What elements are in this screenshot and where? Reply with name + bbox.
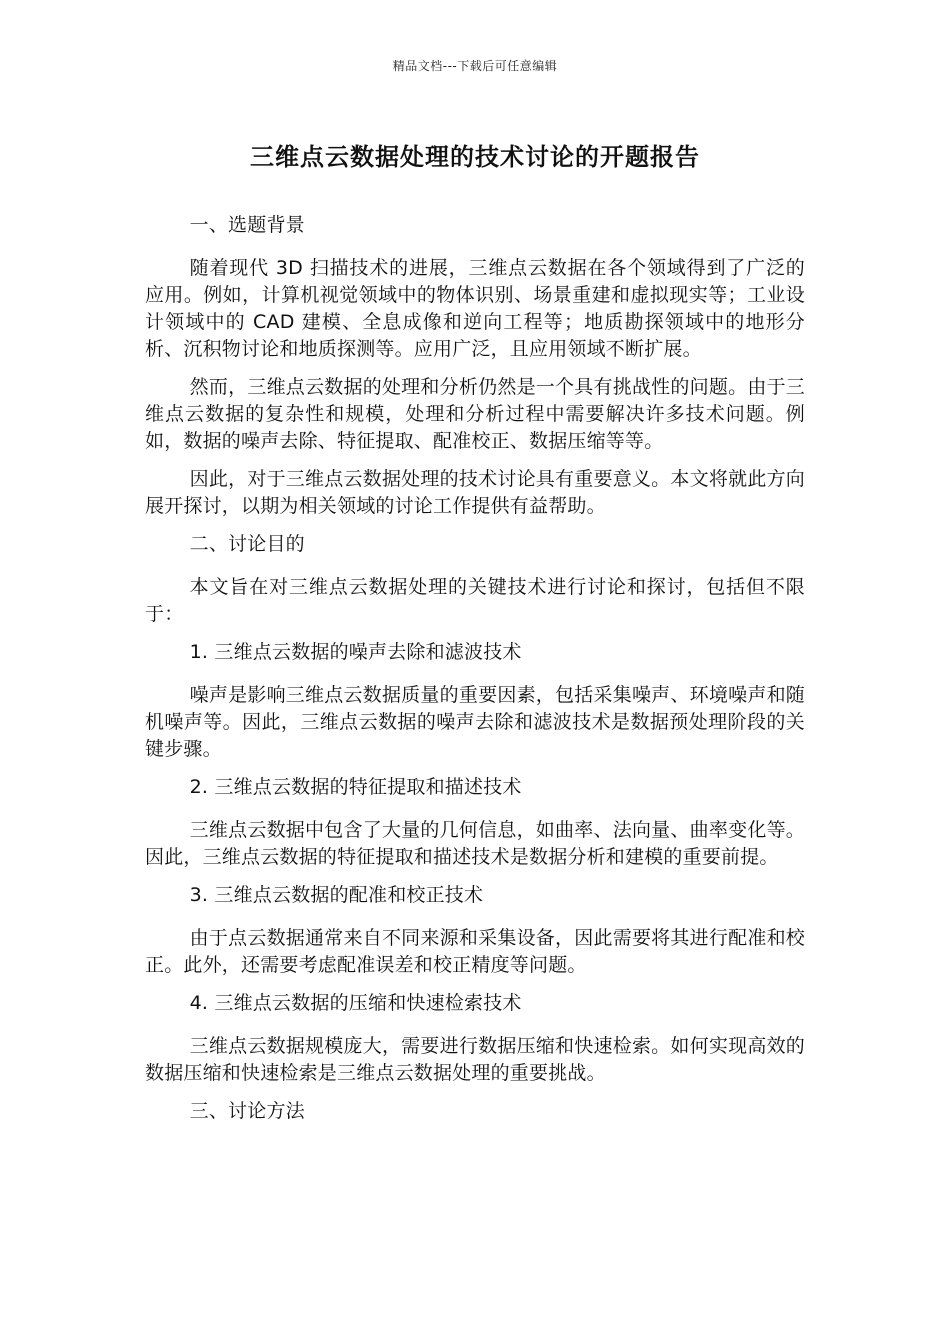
list-item-title: 2. 三维点云数据的特征提取和描述技术 (189, 776, 522, 798)
paragraph: 然而，三维点云数据的处理和分析仍然是一个具有挑战性的问题。由于三维点云数据的复杂性和规模，处理和分析过程中需要解决许多技术问题。例如，数据的噪声去除、特征提取、配准校正、数据压缩等等。 (145, 376, 805, 452)
paragraph: 三维点云数据中包含了大量的几何信息，如曲率、法向量、曲率变化等。因此，三维点云数据的特征提取和描述技术是数据分析和建模的重要前提。 (145, 819, 805, 868)
paragraph: 因此，对于三维点云数据处理的技术讨论具有重要意义。本文将就此方向展开探讨，以期为相关领域的讨论工作提供有益帮助。 (145, 468, 805, 517)
paragraph: 由于点云数据通常来自不同来源和采集设备，因此需要将其进行配准和校正。此外，还需要考虑配准误差和校正精度等问题。 (145, 927, 805, 976)
header-note: 精品文档---下载后可任意编辑 (392, 59, 558, 73)
document-body (145, 212, 805, 1141)
paragraph: 随着现代 3D 扫描技术的进展，三维点云数据在各个领域得到了广泛的应用。例如，计算机视觉领域中的物体识别、场景重建和虚拟现实等；工业设计领域中的 CAD 建模、全息成像和逆向工程等；地质勘探领域中的地形分析、沉积物讨论和地质探测等。应用广泛，且应用领域不断扩展。 (145, 257, 805, 360)
section-heading-method: 三、讨论方法 (189, 1100, 305, 1122)
list-item-title: 1. 三维点云数据的噪声去除和滤波技术 (189, 641, 522, 663)
list-item-title: 4. 三维点云数据的压缩和快速检索技术 (189, 992, 522, 1014)
paragraph: 本文旨在对三维点云数据处理的关键技术进行讨论和探讨，包括但不限于： (145, 576, 805, 625)
section-heading-purpose: 二、讨论目的 (189, 533, 305, 555)
list-item-title: 3. 三维点云数据的配准和校正技术 (189, 884, 484, 906)
document-title: 三维点云数据处理的技术讨论的开题报告 (250, 143, 700, 171)
section-heading-background: 一、选题背景 (189, 214, 305, 236)
paragraph: 三维点云数据规模庞大，需要进行数据压缩和快速检索。如何实现高效的数据压缩和快速检索是三维点云数据处理的重要挑战。 (145, 1035, 805, 1084)
paragraph: 噪声是影响三维点云数据质量的重要因素，包括采集噪声、环境噪声和随机噪声等。因此，三维点云数据的噪声去除和滤波技术是数据预处理阶段的关键步骤。 (145, 684, 805, 760)
